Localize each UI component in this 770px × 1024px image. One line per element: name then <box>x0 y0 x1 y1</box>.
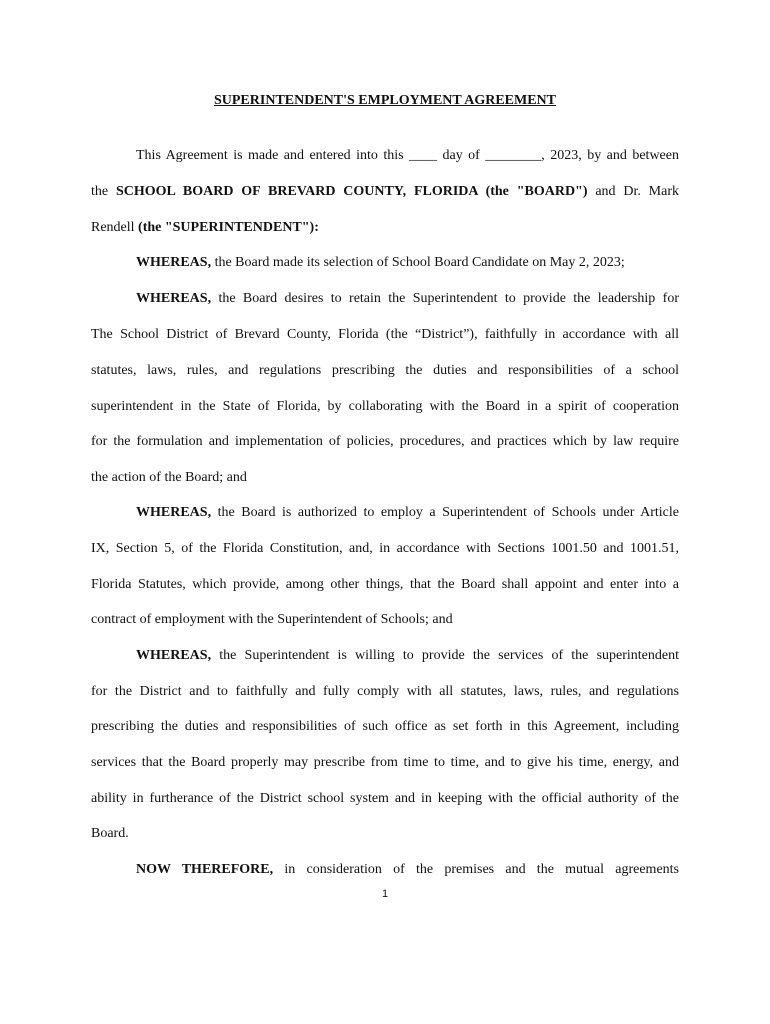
board-name: SCHOOL BOARD OF BREVARD COUNTY, FLORIDA (the "BOARD") <box>115 184 588 199</box>
paragraph-line: Board. <box>91 826 129 841</box>
paragraph-line: contract of employment with the Superintendent of Schools; and <box>91 612 453 627</box>
paragraph-line <box>91 218 679 238</box>
paragraph-line: The School District of Brevard County, Florida (the “District”), faithfully in accordance with all <box>91 327 679 342</box>
paragraph-line <box>136 253 679 273</box>
whereas-keyword: WHEREAS, <box>136 291 212 306</box>
now-therefore-keyword: NOW THEREFORE, <box>136 862 274 877</box>
paragraph-line: prescribing the duties and responsibilities of such office as set forth in this Agreement, including <box>91 719 679 734</box>
text: the <box>91 184 116 199</box>
text: the Board made its selection of School Board Candidate on May 2, 2023; <box>211 255 625 270</box>
page-number: 1 <box>381 888 389 900</box>
text: and Dr. Mark <box>587 184 680 199</box>
paragraph-line: for the formulation and implementation of policies, procedures, and practices which by law require <box>91 434 679 449</box>
paragraph-line <box>136 860 679 880</box>
paragraph-line: for the District and to faithfully and fully comply with all statutes, laws, rules, and regulations <box>91 684 679 699</box>
paragraph-line: Florida Statutes, which provide, among other things, that the Board shall appoint and enter into a <box>91 577 679 592</box>
text: the Board is authorized to employ a Superintendent of Schools under Article <box>211 505 679 520</box>
superintendent-designation: (the "SUPERINTENDENT"): <box>138 220 319 235</box>
paragraph-line: statutes, laws, rules, and regulations prescribing the duties and responsibilities of a school <box>91 363 679 378</box>
document-title: SUPERINTENDENT'S EMPLOYMENT AGREEMENT <box>213 93 556 108</box>
paragraph-line: superintendent in the State of Florida, by collaborating with the Board in a spirit of cooperation <box>91 399 679 414</box>
whereas-keyword: WHEREAS, <box>136 505 212 520</box>
paragraph-line <box>136 146 679 166</box>
text: This Agreement is made and entered into this ____ day of ________, 2023, by and between <box>136 148 679 163</box>
text: in consideration of the premises and the mutual agreements <box>273 862 679 877</box>
paragraph-line: IX, Section 5, of the Florida Constitution, and, in accordance with Sections 1001.50 and 1001.51, <box>91 541 679 556</box>
whereas-keyword: WHEREAS, <box>136 255 212 270</box>
paragraph-line <box>91 182 679 202</box>
whereas-keyword: WHEREAS, <box>136 648 212 663</box>
paragraph-line <box>136 503 679 523</box>
text: Rendell <box>91 220 139 235</box>
text: the Superintendent is willing to provide the services of the superintendent <box>211 648 679 663</box>
text: the Board desires to retain the Superintendent to provide the leadership for <box>211 291 679 306</box>
paragraph-line <box>136 289 679 309</box>
paragraph-line <box>136 646 679 666</box>
paragraph-line: the action of the Board; and <box>91 470 247 485</box>
paragraph-line: ability in furtherance of the District school system and in keeping with the official authority of the <box>91 791 679 806</box>
paragraph-line: services that the Board properly may prescribe from time to time, and to give his time, energy, and <box>91 755 679 770</box>
